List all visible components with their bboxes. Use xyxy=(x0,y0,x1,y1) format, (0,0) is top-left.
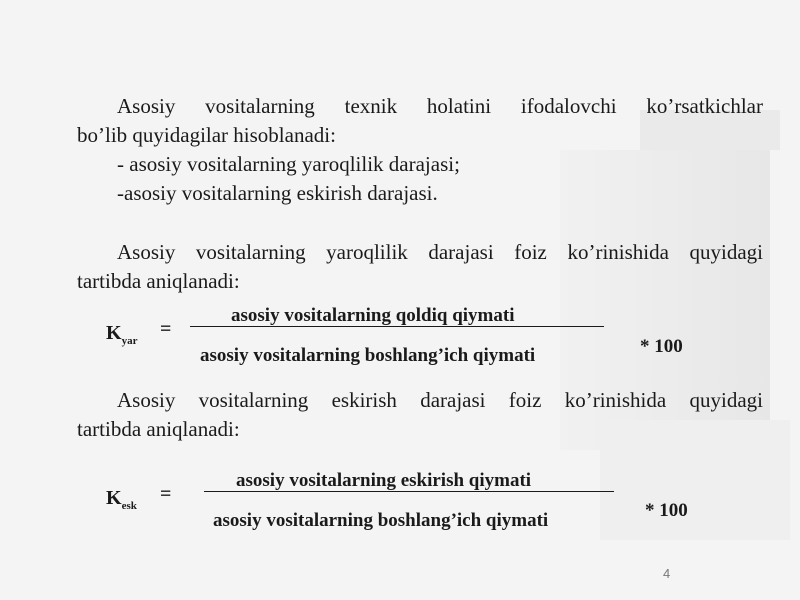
para2-line-2: tartibda aniqlanadi: xyxy=(77,269,240,293)
para3-line-1: Asosiy vositalarning eskirish darajasi foiz ko’rinishida quyidagi xyxy=(117,388,763,412)
yaroqlilik-paragraph xyxy=(77,238,763,296)
fraction-numerator: asosiy vositalarning eskirish qiymati xyxy=(236,470,532,491)
equals-sign: = xyxy=(160,318,172,340)
k-subscript: yar xyxy=(121,335,138,347)
fraction-bar xyxy=(204,491,614,492)
intro-paragraph xyxy=(77,92,763,150)
fraction-numerator: asosiy vositalarning qoldiq qiymati xyxy=(231,305,515,326)
intro-line-1: Asosiy vositalarning texnik holatini ifodalovchi ko’rsatkichlar xyxy=(117,94,763,118)
list-item: - asosiy vositalarning yaroqlilik darajasi; xyxy=(117,152,460,176)
k-letter: K xyxy=(106,487,122,509)
page-number: 4 xyxy=(663,566,671,581)
formula-symbol xyxy=(106,322,137,347)
k-subscript: esk xyxy=(121,500,137,512)
fraction-denominator: asosiy vositalarning boshlang’ich qiymati xyxy=(200,345,536,366)
multiplier: * 100 xyxy=(645,500,688,521)
para2-line-1: Asosiy vositalarning yaroqlilik darajasi foiz ko’rinishida quyidagi xyxy=(117,240,763,264)
multiplier: * 100 xyxy=(640,336,683,357)
intro-line-2: bo’lib quyidagilar hisoblanadi: xyxy=(77,123,336,147)
formula-symbol xyxy=(106,487,137,512)
fraction-denominator: asosiy vositalarning boshlang’ich qiymati xyxy=(213,510,549,531)
para3-line-2: tartibda aniqlanadi: xyxy=(77,417,240,441)
k-letter: K xyxy=(106,322,122,344)
list-item: -asosiy vositalarning eskirish darajasi. xyxy=(117,181,438,205)
equals-sign: = xyxy=(160,483,172,505)
eskirish-paragraph xyxy=(77,386,763,444)
fraction-bar xyxy=(190,326,604,327)
